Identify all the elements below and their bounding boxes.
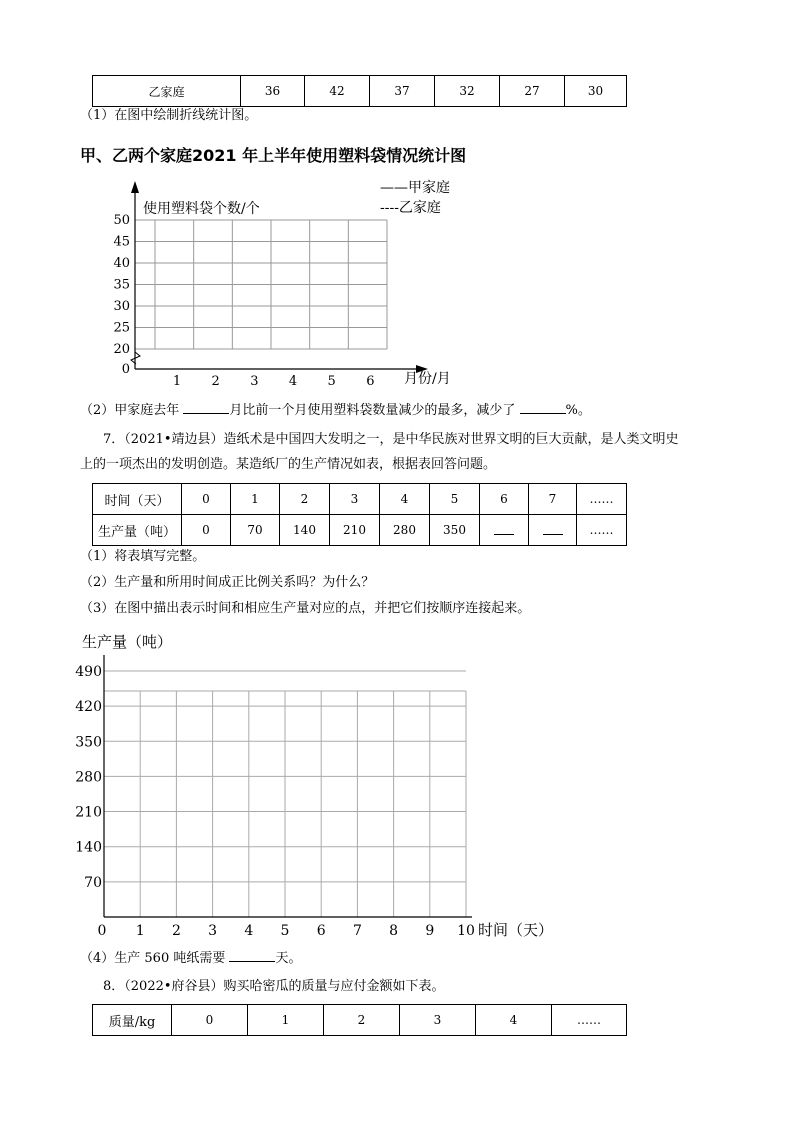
table-cell: …… xyxy=(577,515,627,546)
x-tick-label: 7 xyxy=(352,923,362,939)
table-cell: 0 xyxy=(172,1005,248,1036)
plastic-bag-chart xyxy=(110,175,480,390)
table-cell: 4 xyxy=(380,484,430,515)
chart-title: 甲、乙两个家庭2021 年上半年使用塑料袋情况统计图 xyxy=(80,146,467,165)
y-tick-label: 50 xyxy=(113,213,130,228)
y-axis-label: 生产量（吨） xyxy=(82,633,173,651)
answer-blank-days[interactable] xyxy=(229,961,275,962)
q6-sub2-text-c: %。 xyxy=(565,403,591,418)
table-cell: 0 xyxy=(182,515,231,546)
y-tick-label: 40 xyxy=(113,256,130,271)
x-tick-label: 4 xyxy=(288,374,298,389)
table-cell: 42 xyxy=(305,76,370,107)
table-cell: 3 xyxy=(400,1005,476,1036)
x-tick-label: 1 xyxy=(172,374,182,389)
table-cell: 2 xyxy=(324,1005,400,1036)
answer-cell-day7[interactable] xyxy=(529,515,577,546)
production-table xyxy=(92,483,627,546)
table-cell: 1 xyxy=(231,484,280,515)
table-cell: 6 xyxy=(480,484,529,515)
q7-sub3: （3）在图中描出表示时间和相应生产量对应的点，并把它们按顺序连接起来。 xyxy=(80,601,531,616)
y-tick-label: 30 xyxy=(113,299,130,314)
y-tick-label: 210 xyxy=(75,804,102,821)
table-cell: 350 xyxy=(430,515,480,546)
y-tick-label: 35 xyxy=(113,277,130,293)
answer-blank-percent[interactable] xyxy=(520,413,566,414)
table-cell: 32 xyxy=(435,76,500,107)
table-cell: 5 xyxy=(430,484,480,515)
table-cell: 7 xyxy=(529,484,577,515)
x-tick-label: 2 xyxy=(211,374,220,389)
answer-blank-month[interactable] xyxy=(183,413,229,414)
table-cell: 30 xyxy=(565,76,627,107)
table-cell: 140 xyxy=(280,515,330,546)
q7-sub4-text-a: （4）生产 560 吨纸需要 xyxy=(80,951,230,966)
y-tick-label: 0 xyxy=(121,362,130,377)
table-cell: …… xyxy=(552,1005,627,1036)
y-tick-label: 420 xyxy=(75,699,102,716)
q6-sub2-text-a: （2）甲家庭去年 xyxy=(80,403,184,418)
chart2-plot xyxy=(75,633,553,939)
answer-cell-day6[interactable] xyxy=(480,515,529,546)
x-tick-label: 5 xyxy=(327,374,336,389)
table-row-label: 时间（天） xyxy=(93,484,182,515)
y-tick-label: 45 xyxy=(113,234,130,250)
table-row-label: 生产量（吨） xyxy=(93,515,182,546)
q7-intro-line2: 上的一项杰出的发明创造。某造纸厂的生产情况如表，根据表回答问题。 xyxy=(80,457,497,472)
table-cell: 2 xyxy=(280,484,330,515)
table-cell: 27 xyxy=(500,76,565,107)
q6-sub2-text-b: 月比前一个月使用塑料袋数量减少的最多，减少了 xyxy=(229,403,520,418)
x-tick-label: 8 xyxy=(389,923,399,939)
top-data-table xyxy=(92,75,627,107)
q7-sub4-text-b: 天。 xyxy=(275,951,302,966)
table-cell: 280 xyxy=(380,515,430,546)
x-axis-label: 时间（天） xyxy=(478,921,554,939)
x-tick-label: 6 xyxy=(316,923,326,939)
q7-sub2: （2）生产量和所用时间成正比例关系吗？为什么？ xyxy=(80,575,375,590)
table-row-label: 乙家庭 xyxy=(93,76,241,107)
table-cell: 37 xyxy=(370,76,435,107)
y-tick-label: 350 xyxy=(75,734,102,751)
x-tick-label: 3 xyxy=(208,923,218,939)
answer-blank[interactable] xyxy=(494,522,514,535)
q6-sub2 xyxy=(80,402,591,420)
production-chart xyxy=(75,625,570,943)
x-tick-label: 9 xyxy=(425,923,435,939)
x-tick-label: 0 xyxy=(97,923,107,939)
table-cell: 1 xyxy=(248,1005,324,1036)
y-tick-label: 20 xyxy=(113,342,130,357)
x-tick-label: 1 xyxy=(135,923,145,939)
q7-sub4 xyxy=(80,950,302,968)
y-tick-label: 70 xyxy=(84,874,102,891)
y-tick-label: 25 xyxy=(113,320,130,336)
x-tick-label: 10 xyxy=(457,923,475,939)
table-cell: 70 xyxy=(231,515,280,546)
q7-intro-line1: 7．（2021•靖边县）造纸术是中国四大发明之一，是中华民族对世界文明的巨大贡献，是人类文明史 xyxy=(103,432,679,447)
table-cell: 210 xyxy=(330,515,380,546)
q6-sub1: （1）在图中绘制折线统计图。 xyxy=(80,108,258,123)
y-tick-label: 140 xyxy=(75,839,102,856)
table-cell: 0 xyxy=(182,484,231,515)
x-tick-label: 2 xyxy=(171,923,181,939)
x-axis-label: 月份/月 xyxy=(404,371,451,387)
y-tick-label: 280 xyxy=(75,769,102,786)
q8-intro: 8．（2022•府谷县）购买哈密瓜的质量与应付金额如下表。 xyxy=(103,979,445,994)
table-cell: 3 xyxy=(330,484,380,515)
y-axis-arrow xyxy=(131,181,139,193)
melon-table xyxy=(92,1004,627,1036)
legend-entry: ----乙家庭 xyxy=(380,200,441,216)
chart1-plot xyxy=(113,180,450,389)
x-tick-label: 4 xyxy=(244,923,254,939)
answer-blank[interactable] xyxy=(543,522,563,535)
x-tick-label: 6 xyxy=(366,374,375,389)
legend-entry: ——甲家庭 xyxy=(380,180,450,196)
table-cell: 36 xyxy=(241,76,305,107)
x-tick-label: 5 xyxy=(280,923,290,939)
y-axis-label: 使用塑料袋个数/个 xyxy=(143,201,260,217)
table-cell: …… xyxy=(577,484,627,515)
table-cell: 4 xyxy=(476,1005,552,1036)
y-tick-label: 490 xyxy=(75,663,102,680)
table-row-label: 质量/kg xyxy=(93,1005,172,1036)
x-tick-label: 3 xyxy=(250,374,259,389)
q7-sub1: （1）将表填写完整。 xyxy=(80,549,206,564)
